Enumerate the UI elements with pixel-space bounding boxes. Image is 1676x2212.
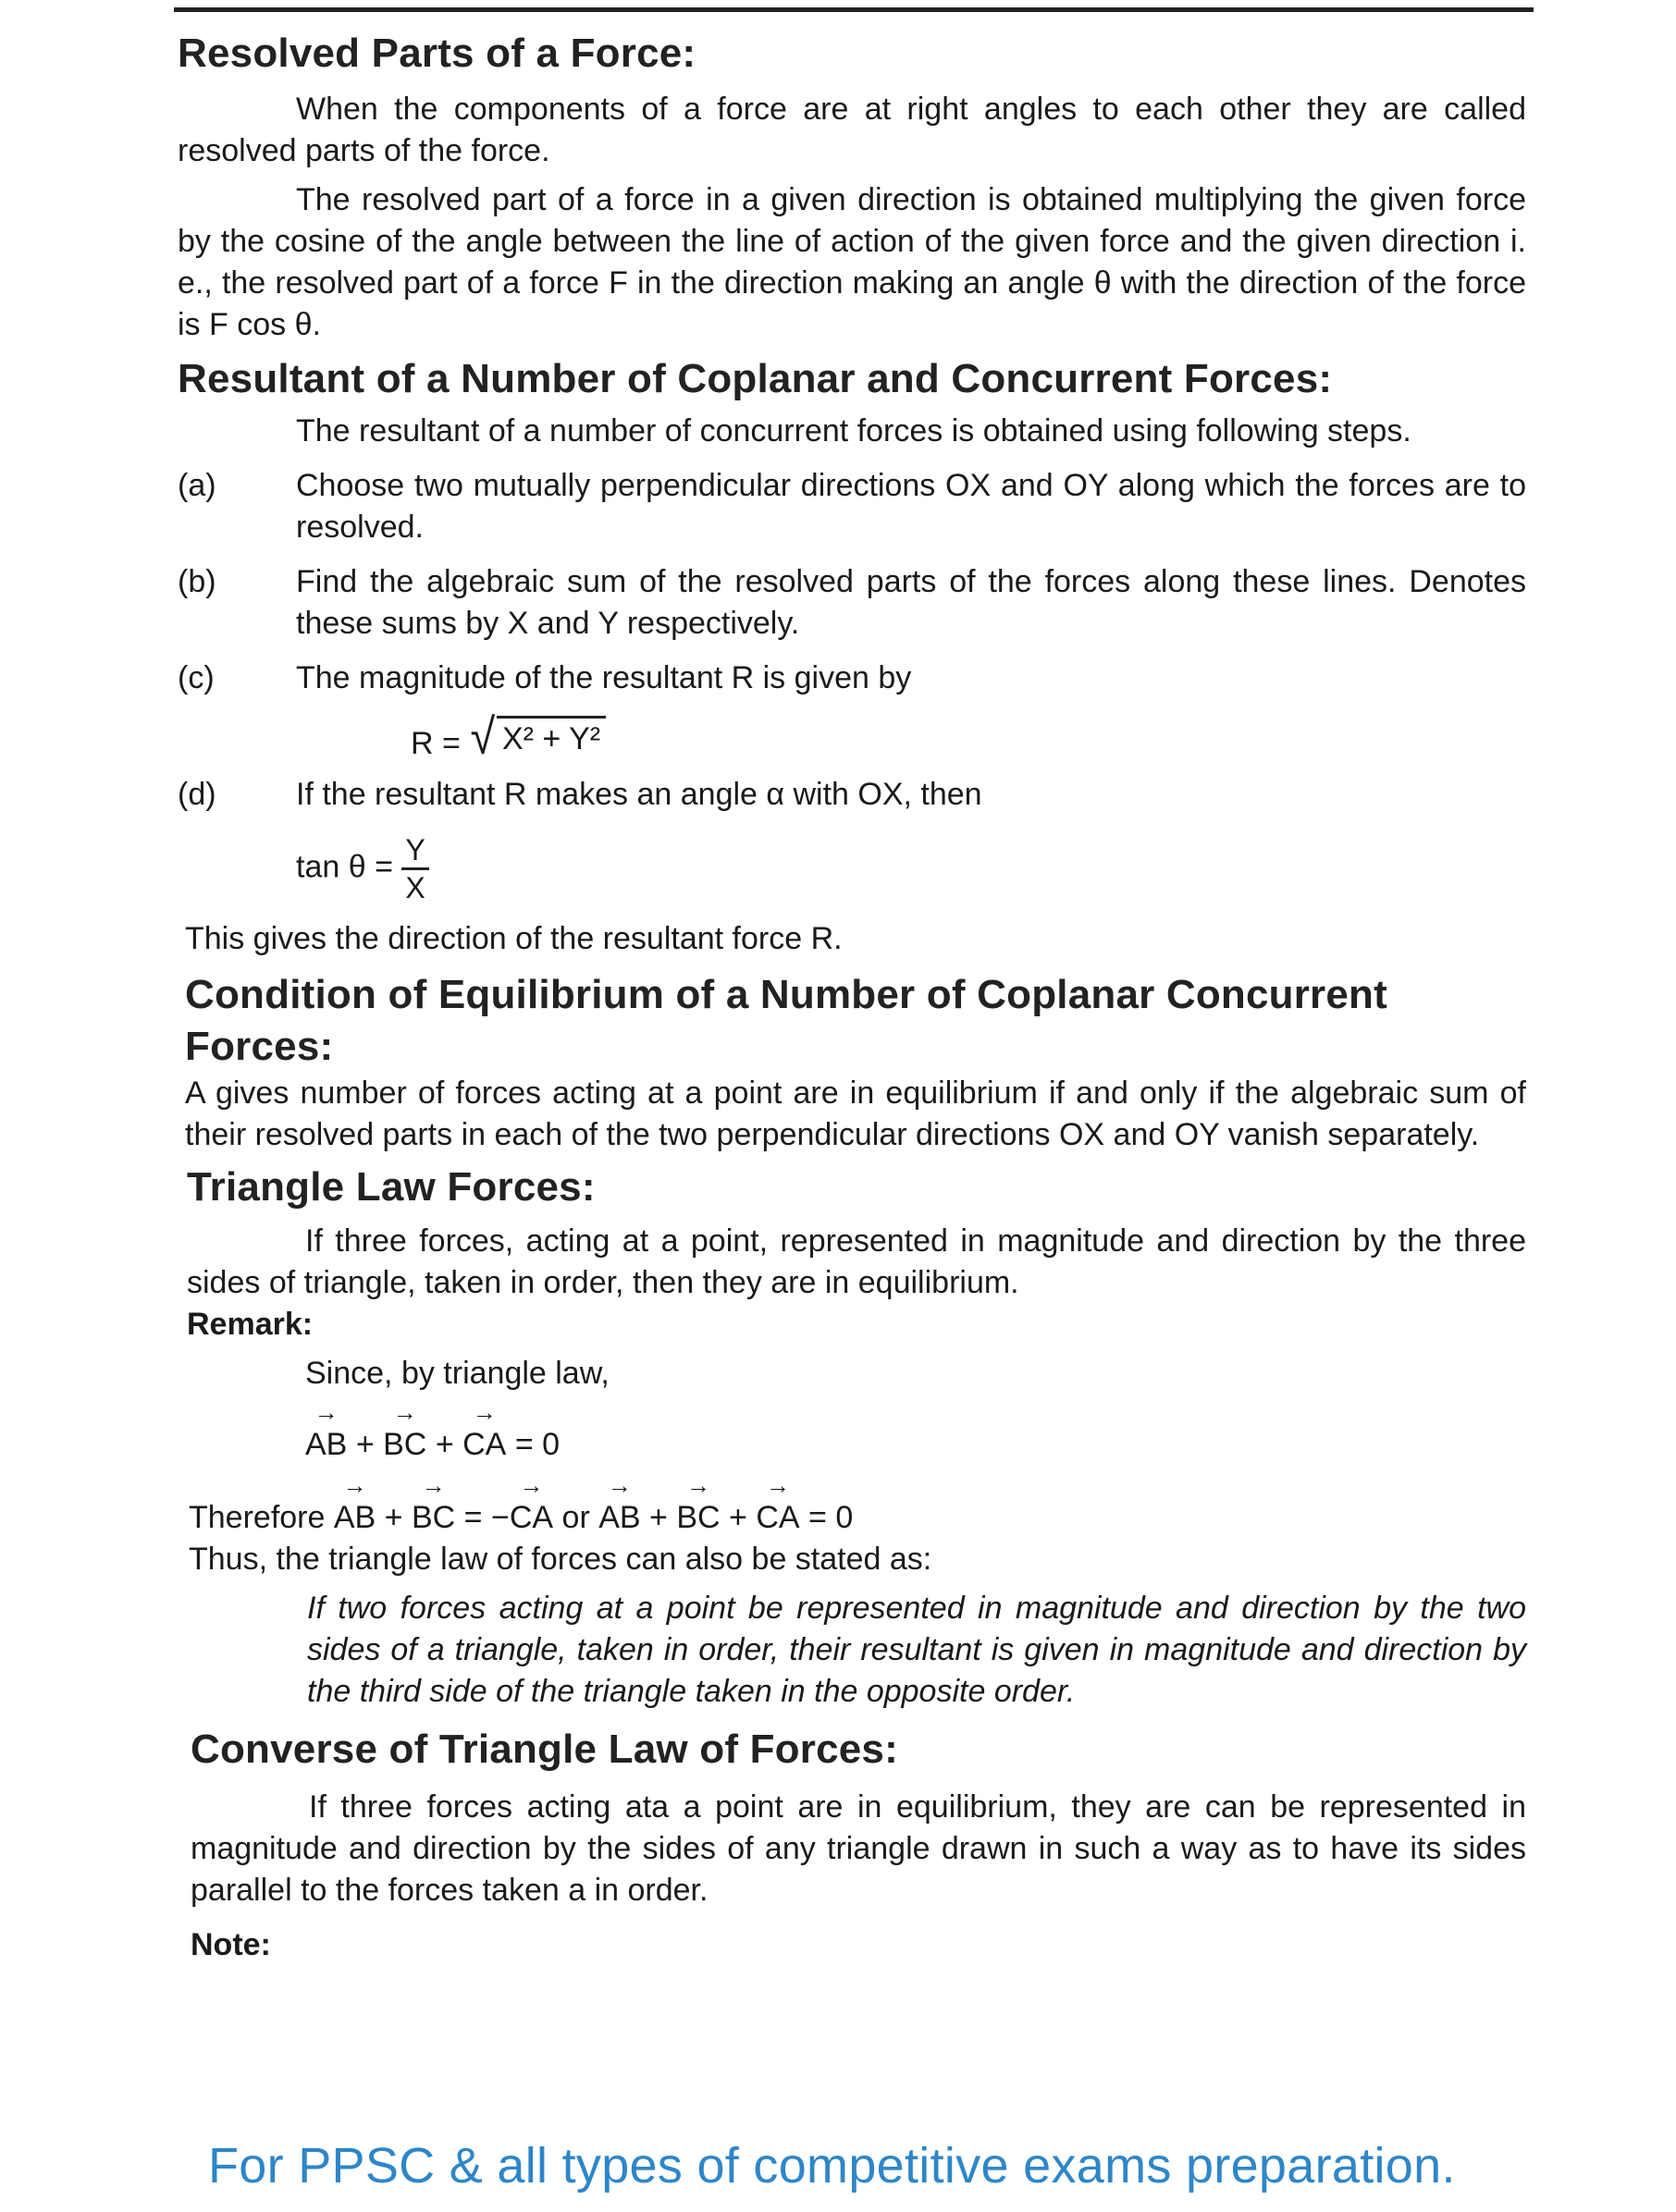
step-label: (b) <box>178 564 216 599</box>
heading-equilibrium: Condition of Equilibrium of a Number of Coplanar Concurrent Forces: <box>185 972 1387 1069</box>
vector-ca: → CA <box>462 1424 506 1466</box>
resultant-intro: The resultant of a number of concurrent forces is obtained using following steps. <box>296 413 1411 449</box>
resolved-paragraph-1: When the components of a force are at right angles to each other they are called resolved parts of the force. <box>178 92 1526 168</box>
step-text: The magnitude of the resultant R is given by <box>296 660 912 695</box>
formula-therefore <box>189 1497 1526 1539</box>
plus-sign: + <box>649 1500 668 1535</box>
resolved-paragraph-2: The resolved part of a force in a given direction is obtained multiplying the given force by the cosine of the angle between the line of action of the given force and the given direction i. e., the resolved part of a force F in the direction making an angle θ with the direction of the force is F cos θ. <box>178 182 1526 342</box>
therefore-word: Therefore <box>189 1500 326 1535</box>
resultant-conclusion: This gives the direction of the resultant force R. <box>185 921 843 956</box>
step-label: (c) <box>178 660 215 695</box>
since-text: Since, by triangle law, <box>305 1356 610 1391</box>
step-a <box>178 465 1526 548</box>
equals-minus: = − <box>463 1500 510 1535</box>
or-word: or <box>561 1500 590 1535</box>
converse-text: If three forces acting ata a point are in equilibrium, they are can be represented in magnitude and direction by the sides of any triangle drawn in such a way as to have its sides parallel to the forces taken a in order. <box>191 1789 1526 1908</box>
formula-r-lhs: R = <box>411 726 461 761</box>
plus-sign: + <box>355 1427 375 1462</box>
fraction-denominator: X <box>405 871 425 904</box>
plus-sign: + <box>729 1500 747 1535</box>
equilibrium-text: A gives number of forces acting at a point are in equilibrium if and only if the algebraic sum of their resolved parts in each of the two perpendicular directions OX and OY vanish separately. <box>185 1075 1526 1152</box>
equals-zero: = 0 <box>514 1427 561 1462</box>
vector-ab: → AB <box>598 1497 640 1539</box>
note-label: Note: <box>191 1927 271 1962</box>
formula-triangle-sum <box>305 1424 1526 1466</box>
plus-sign: + <box>435 1427 454 1462</box>
top-rule <box>174 7 1534 12</box>
vector-ca: → CA <box>756 1497 799 1539</box>
heading-resultant: Resultant of a Number of Coplanar and Concurrent Forces: <box>178 356 1333 401</box>
square-root <box>469 709 606 765</box>
formula-resultant-magnitude <box>411 709 1526 765</box>
step-text: If the resultant R makes an angle α with OX, then <box>296 777 982 812</box>
vector-bc: → BC <box>676 1497 720 1539</box>
fraction <box>401 832 428 905</box>
vector-ab: → AB <box>334 1497 376 1539</box>
step-label: (a) <box>178 468 216 503</box>
radical-sign: √ <box>470 709 496 765</box>
vector-bc: → BC <box>383 1424 426 1466</box>
formula-tan <box>296 832 1526 905</box>
page-content <box>178 28 1526 1966</box>
heading-converse: Converse of Triangle Law of Forces: <box>191 1727 898 1772</box>
step-text: Find the algebraic sum of the resolved parts of the forces along these lines. Denotes these sums by X and Y respectively. <box>296 564 1526 641</box>
vector-bc: → BC <box>412 1497 455 1539</box>
vector-ab: → AB <box>305 1424 347 1466</box>
triangle-law-text: If three forces, acting at a point, represented in magnitude and direction by the three sides of triangle, taken in order, then they are in equilibrium. <box>187 1223 1526 1300</box>
heading-triangle-law: Triangle Law Forces: <box>187 1164 596 1210</box>
vector-ca: → CA <box>510 1497 553 1539</box>
step-c <box>178 657 1526 699</box>
step-d <box>178 774 1526 816</box>
equals-zero: = 0 <box>808 1500 854 1535</box>
triangle-law-restatement: If two forces acting at a point be represented in magnitude and direction by the two sides of a triangle, taken in order, their resultant is given in magnitude and direction by the third side of the triangle taken in the opposite order. <box>307 1591 1526 1709</box>
plus-sign: + <box>384 1500 403 1535</box>
fraction-numerator: Y <box>401 832 428 870</box>
step-label: (d) <box>178 777 216 812</box>
heading-resolved-parts: Resolved Parts of a Force: <box>178 31 696 76</box>
step-text: Choose two mutually perpendicular directions OX and OY along which the forces are to resolved. <box>296 468 1526 545</box>
footer-tagline: For PPSC & all types of competitive exams preparation. <box>208 2138 1456 2194</box>
formula-tan-lhs: tan θ = <box>296 849 393 885</box>
remark-label: Remark: <box>187 1307 314 1342</box>
thus-text: Thus, the triangle law of forces can also be stated as: <box>189 1542 932 1577</box>
step-b <box>178 561 1526 645</box>
formula-r-radicand: X² + Y² <box>497 716 606 760</box>
